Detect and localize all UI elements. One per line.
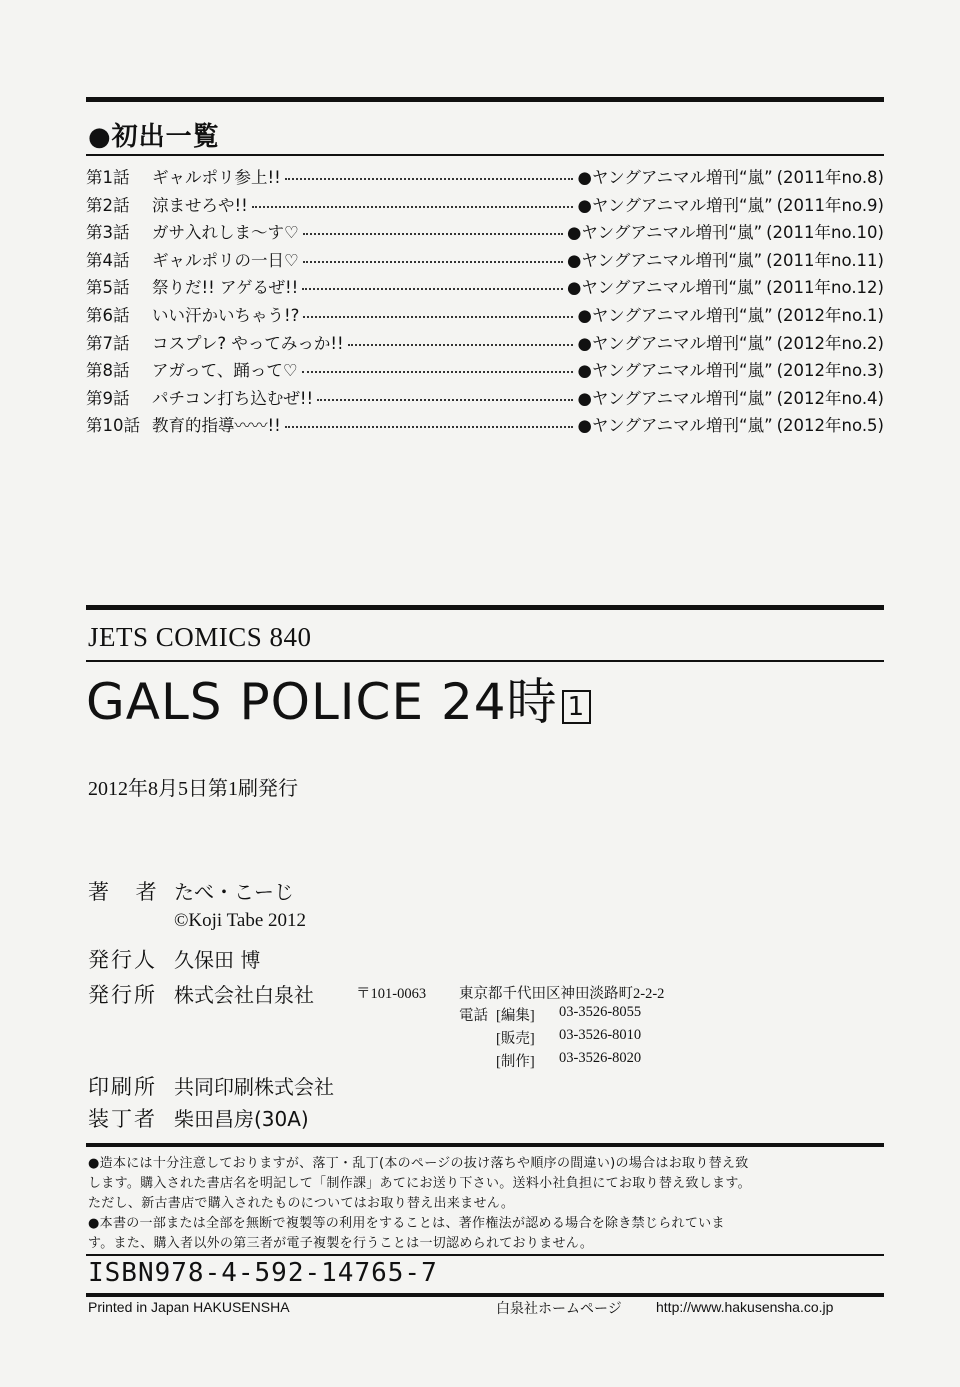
leader-dots: [302, 371, 574, 373]
episode-row: [86, 246, 884, 272]
notice-line: ●造本には十分注意しておりますが、落丁・乱丁(本のページの抜け落ちや順序の間違い)の場合はお取り替え致: [88, 1156, 749, 1171]
leader-dots: [302, 288, 563, 290]
episode-number: 第5話: [86, 278, 130, 298]
publisher-label: 発行所: [88, 983, 157, 1007]
phone-number: 03-3526-8020: [559, 1050, 642, 1066]
episode-row: [86, 163, 884, 189]
phone-dept: [制作]: [496, 1054, 535, 1070]
episode-number: 第4話: [86, 250, 130, 270]
episode-issue: (2011年no.10): [766, 223, 884, 243]
leader-dots: [252, 206, 574, 208]
episode-issue: (2012年no.1): [776, 306, 884, 325]
episode-source: ●ヤングアニマル増刊“嵐”: [577, 333, 773, 353]
homepage-label: 白泉社ホームページ: [496, 1301, 622, 1317]
episode-source: ●ヤングアニマル増刊“嵐”: [566, 278, 763, 298]
colophon-top-rule: [86, 605, 884, 610]
notice-line: ただし、新古書店で購入されたものについてはお取り替え出来ません。: [88, 1196, 515, 1211]
series-label: JETS COMICS 840: [88, 622, 312, 652]
notice-bottom-rule: [86, 1254, 884, 1256]
episode-title: 教育的指導〰〰!!: [152, 416, 281, 436]
episode-issue: (2011年no.9): [776, 195, 884, 215]
episode-title: コスプレ? やってみっか!!: [152, 333, 344, 353]
printer-label: 印刷所: [88, 1075, 157, 1099]
episode-source: ●ヤングアニマル増刊“嵐”: [577, 306, 773, 325]
episode-issue: (2012年no.4): [776, 388, 884, 408]
book-title: [86, 672, 591, 732]
episode-number: 第9話: [86, 388, 130, 408]
first-appearance-heading: ●初出一覧: [88, 122, 220, 152]
publisher-name: 株式会社白泉社: [174, 983, 314, 1007]
episode-row: [86, 273, 884, 299]
episode-source: ●ヤングアニマル増刊“嵐”: [577, 416, 773, 436]
leader-dots: [348, 344, 574, 346]
copyright: ©Koji Tabe 2012: [174, 910, 307, 931]
designer-name: 柴田昌房(30A): [174, 1107, 309, 1131]
episode-number: 第10話: [86, 416, 140, 436]
address: 東京都千代田区神田淡路町2-2-2: [459, 986, 665, 1002]
episode-issue: (2012年no.3): [776, 361, 884, 381]
leader-dots: [303, 316, 573, 318]
episode-title: ギャルポリ参上!!: [152, 168, 281, 187]
episode-title: 祭りだ!! アゲるぜ!!: [152, 278, 299, 298]
top-rule: [86, 97, 884, 102]
episode-title: いい汗かいちゃう!?: [152, 306, 300, 325]
leader-dots: [285, 178, 574, 180]
heading-rule: [86, 154, 884, 156]
episode-source: ●ヤングアニマル増刊“嵐”: [577, 168, 773, 187]
episode-issue: (2012年no.2): [776, 333, 884, 353]
phone-dept: [販売]: [496, 1031, 535, 1047]
episode-number: 第7話: [86, 333, 130, 353]
leader-dots: [303, 233, 563, 235]
phone-number: 03-3526-8055: [559, 1004, 642, 1020]
episode-title: 涼ませろや!!: [152, 195, 248, 215]
leader-dots: [285, 426, 574, 428]
episode-row: [86, 384, 884, 410]
printed-in: Printed in Japan HAKUSENSHA: [88, 1299, 290, 1315]
episode-row: [86, 301, 884, 327]
publish-date: 2012年8月5日第1刷発行: [88, 778, 298, 800]
episode-source: ●ヤングアニマル増刊“嵐”: [577, 361, 773, 381]
publisher-person: 久保田 博: [174, 948, 261, 972]
author-label: 著 者: [88, 880, 167, 904]
episode-row: [86, 218, 884, 244]
notice-line: します。購入された書店名を明記して「制作課」あてにお送り下さい。送料小社負担にてお取り替え致します。: [88, 1176, 751, 1191]
leader-dots: [303, 261, 563, 263]
episode-number: 第3話: [86, 223, 130, 243]
designer-label: 装丁者: [88, 1107, 157, 1131]
episode-source: ●ヤングアニマル増刊“嵐”: [577, 195, 773, 215]
episode-number: 第2話: [86, 195, 130, 215]
isbn: ISBN978-4-592-14765-7: [88, 1258, 438, 1288]
phone-number: 03-3526-8010: [559, 1027, 642, 1043]
episode-number: 第6話: [86, 306, 130, 325]
book-title-text: GALS POLICE 24時: [86, 673, 558, 731]
episode-title: ギャルポリの一日♡: [152, 250, 299, 270]
episode-number: 第1話: [86, 168, 130, 187]
episode-number: 第8話: [86, 361, 130, 381]
episode-source: ●ヤングアニマル増刊“嵐”: [566, 223, 763, 243]
phone-dept: [編集]: [496, 1008, 535, 1024]
episode-title: ガサ入れしま〜す♡: [152, 223, 299, 243]
episode-row: [86, 329, 884, 355]
notice-line: す。また、購入者以外の第三者が電子複製を行うことは一切認められておりません。: [88, 1236, 594, 1251]
homepage-url[interactable]: http://www.hakusensha.co.jp: [656, 1299, 834, 1315]
episode-row: [86, 356, 884, 382]
series-rule: [86, 660, 884, 662]
postal-code: 〒101-0063: [356, 986, 427, 1002]
episode-source: ●ヤングアニマル増刊“嵐”: [566, 250, 763, 270]
episode-title: アガって、踊って♡: [152, 361, 298, 381]
episode-issue: (2011年no.8): [776, 168, 884, 187]
episode-issue: (2011年no.12): [766, 278, 884, 298]
episode-issue: (2011年no.11): [766, 250, 884, 270]
author-name: たべ・こーじ: [174, 880, 294, 904]
episode-source: ●ヤングアニマル増刊“嵐”: [577, 388, 773, 408]
phone-label: 電話: [459, 1008, 488, 1024]
episode-row: [86, 411, 884, 437]
notice-line: ●本書の一部または全部を無断で複製等の利用をすることは、著作権法が認める場合を除き禁じられていま: [88, 1216, 725, 1231]
episode-issue: (2012年no.5): [776, 416, 884, 436]
printer-name: 共同印刷株式会社: [174, 1075, 334, 1099]
notice-top-rule: [86, 1143, 884, 1147]
episode-title: パチコン打ち込むぜ!!: [152, 388, 314, 408]
publisher-person-label: 発行人: [88, 948, 157, 972]
volume-box: 1: [562, 690, 592, 724]
leader-dots: [317, 399, 573, 401]
episode-row: [86, 191, 884, 217]
isbn-rule: [86, 1293, 884, 1297]
